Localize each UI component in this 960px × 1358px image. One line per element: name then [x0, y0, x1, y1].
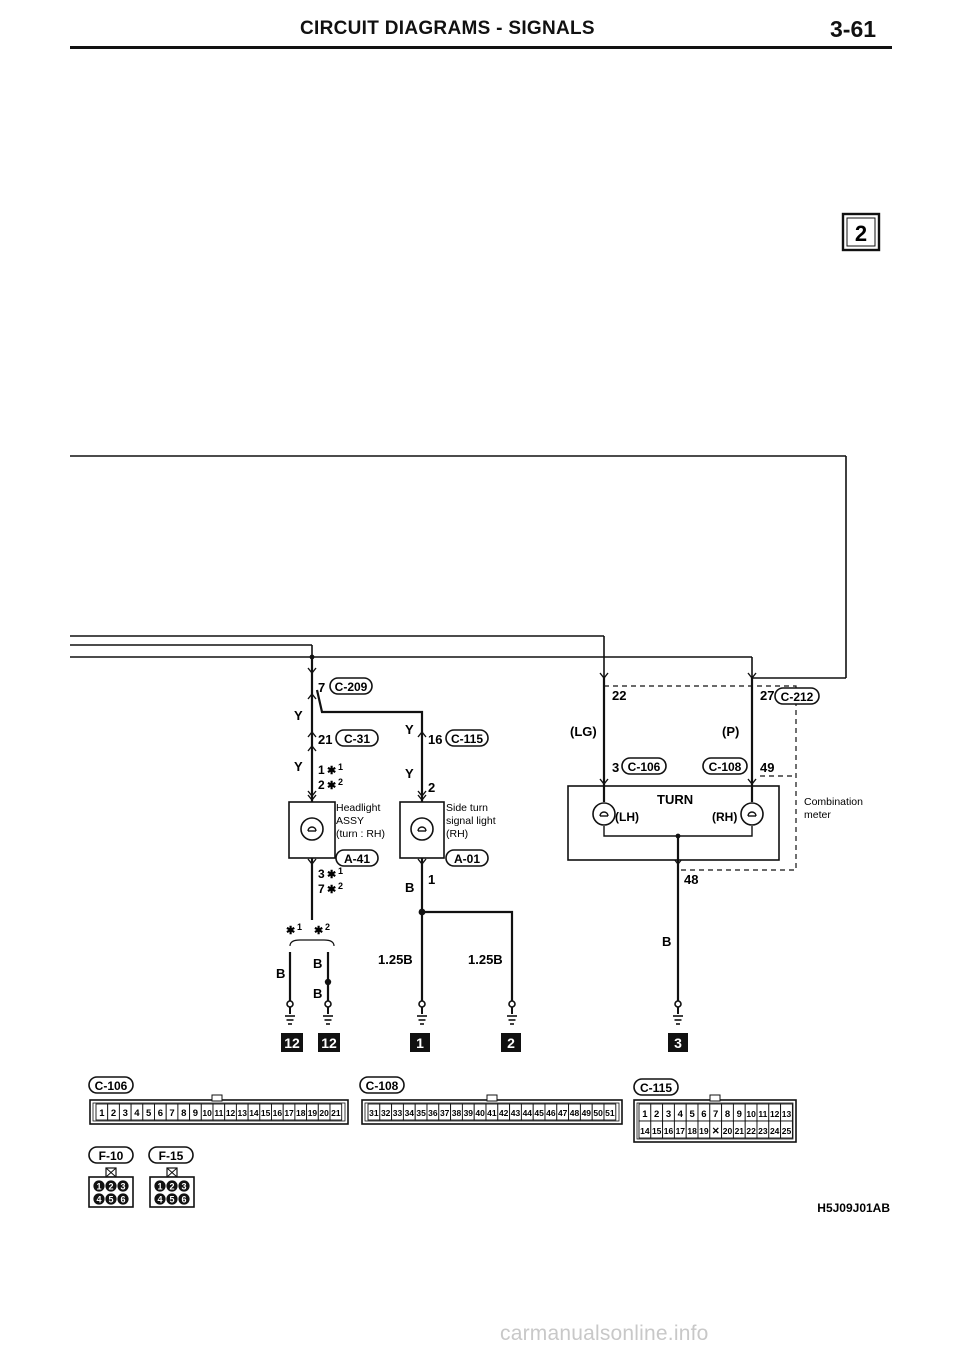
svg-text:B: B [313, 956, 323, 971]
turn-lh-indicator [593, 803, 615, 825]
connector-pin-label: 1 [642, 1109, 648, 1120]
connector-pin-label: 15 [651, 1126, 662, 1136]
connector-pin-label: 16 [272, 1108, 283, 1118]
connector-pin-label: 16 [663, 1126, 674, 1136]
connector-pin-label: 2 [110, 1108, 117, 1119]
connector-pin-label: 6 [701, 1109, 707, 1120]
connector-pin-label: 12 [769, 1109, 780, 1119]
drawing-code: H5J09J01AB [817, 1201, 890, 1215]
connector-pin-label: 6 [157, 1108, 163, 1119]
side-turn-label-2: signal light [446, 815, 496, 827]
ground-point-3 [668, 1033, 688, 1052]
svg-text:A-01: A-01 [453, 852, 481, 866]
svg-text:Y: Y [405, 722, 414, 737]
connector-label-c108-top [703, 758, 747, 774]
ground-symbols [285, 1001, 683, 1024]
svg-text:C-209: C-209 [334, 680, 368, 694]
connector-pin-label: 1 [96, 1181, 102, 1192]
svg-text:✱: ✱ [327, 869, 337, 881]
connector-pin-label: 46 [546, 1108, 556, 1118]
connector-pin-label: 7 [713, 1109, 719, 1120]
svg-text:F-15: F-15 [158, 1149, 184, 1163]
connector-pin-label: ✕ [711, 1126, 720, 1137]
svg-text:3: 3 [674, 1035, 682, 1051]
headlight-label-1: Headlight [336, 802, 381, 814]
pin-49: 49 [760, 760, 775, 775]
watermark: carmanualsonline.info [500, 1322, 709, 1345]
connector-pin-label: 39 [463, 1108, 474, 1118]
svg-text:C-212: C-212 [780, 690, 814, 704]
pin-48: 48 [684, 872, 699, 887]
connector-label-a01 [446, 850, 488, 866]
connector-pin-label: 47 [557, 1108, 568, 1118]
connector-pin-label: 31 [369, 1108, 379, 1118]
connector-pin-label: 36 [428, 1108, 438, 1118]
connector-pin-label: 18 [296, 1108, 306, 1118]
connector-pin-label: 1 [157, 1181, 163, 1192]
connector-pin-label: 6 [120, 1194, 126, 1205]
connector-pin-label: 14 [640, 1126, 650, 1136]
connector-pin-label: 17 [284, 1108, 294, 1118]
svg-text:✱: ✱ [327, 765, 337, 777]
svg-text:12: 12 [284, 1035, 300, 1051]
svg-text:Y: Y [405, 766, 414, 781]
connector-pin-label: 10 [746, 1109, 756, 1119]
connector-label-c106-top [622, 758, 666, 774]
connector-pin-label: 15 [260, 1108, 271, 1118]
svg-text:B: B [276, 966, 286, 981]
connector-pin-label: 9 [192, 1108, 199, 1119]
connector-pin-label: 5 [689, 1109, 695, 1120]
legend-label-c115 [634, 1079, 678, 1095]
svg-text:C-115: C-115 [639, 1081, 673, 1095]
connector-pin-label: 40 [475, 1108, 485, 1118]
section-box [843, 214, 879, 250]
connector-pin-label: 5 [169, 1194, 175, 1205]
pin-1: 1 [428, 872, 436, 887]
connector-pin-label: 42 [498, 1108, 509, 1118]
svg-text:2: 2 [507, 1035, 515, 1051]
svg-text:12: 12 [321, 1035, 337, 1051]
legend-label-c108 [360, 1077, 404, 1093]
svg-text:A-41: A-41 [343, 852, 371, 866]
connector-pin-label: 37 [439, 1108, 450, 1118]
connector-pin-label: 48 [569, 1108, 580, 1118]
svg-text:(LG): (LG) [570, 724, 597, 739]
svg-text:C-106: C-106 [94, 1079, 128, 1093]
splice-point [419, 909, 426, 916]
connector-label-a41 [336, 850, 378, 866]
svg-text:3: 3 [318, 867, 325, 881]
pin-7: 7 [318, 680, 326, 695]
rh-label: (RH) [712, 810, 738, 824]
svg-text:C-115: C-115 [450, 732, 484, 746]
ground-point-12b [318, 1033, 340, 1052]
svg-text:✱: ✱ [286, 925, 296, 937]
connector-pin-label: 17 [675, 1126, 686, 1136]
svg-text:1.25B: 1.25B [378, 952, 413, 967]
svg-text:B: B [313, 986, 323, 1001]
svg-text:✱: ✱ [327, 780, 337, 792]
connector-pin-label: 10 [202, 1108, 212, 1118]
pin-27: 27 [760, 688, 775, 703]
connector-pin-label: 51 [605, 1108, 615, 1118]
connector-pin-label: 41 [487, 1108, 497, 1118]
side-turn-signal-light [400, 802, 444, 858]
svg-text:B: B [405, 880, 415, 895]
connector-pin-label: 2 [654, 1109, 660, 1120]
section-number: 2 [854, 221, 868, 246]
svg-text:✱: ✱ [314, 925, 324, 937]
connector-label-c31 [336, 730, 378, 746]
headlight-assy [289, 802, 335, 858]
svg-text:2: 2 [318, 778, 325, 792]
svg-text:F-10: F-10 [98, 1149, 124, 1163]
svg-text:C-106: C-106 [627, 760, 661, 774]
connector-pin-label: 14 [249, 1108, 259, 1118]
connector-pin-label: 34 [404, 1108, 415, 1118]
connector-pin-label: 11 [758, 1109, 768, 1119]
connector-strip-c108 [362, 1095, 622, 1124]
turn-rh-indicator [741, 803, 763, 825]
svg-text:2: 2 [325, 922, 331, 932]
connector-pin-label: 21 [734, 1126, 745, 1136]
ground-point-1 [410, 1033, 430, 1052]
svg-text:1: 1 [338, 866, 344, 876]
connector-label-c212 [775, 688, 819, 704]
connector-pin-label: 4 [157, 1194, 163, 1205]
connector-label-c115-top [446, 730, 488, 746]
harness-lines [70, 456, 846, 678]
connector-pin-label: 2 [108, 1181, 114, 1192]
connector-pin-label: 38 [451, 1108, 462, 1118]
combination-meter [568, 676, 796, 1002]
pin-3: 3 [612, 760, 620, 775]
connector-pin-label: 32 [380, 1108, 391, 1118]
svg-text:7: 7 [318, 882, 325, 896]
connector-pin-label: 50 [593, 1108, 603, 1118]
combination-meter-label-2: meter [804, 809, 831, 821]
legend-label-c106 [89, 1077, 133, 1093]
connector-f15 [150, 1168, 194, 1207]
connector-f10 [89, 1168, 133, 1207]
svg-text:✱: ✱ [327, 884, 337, 896]
pin-16: 16 [428, 732, 443, 747]
headlight-label-3: (turn : RH) [336, 828, 386, 840]
connector-strip-c106 [90, 1095, 348, 1124]
side-turn-label-3: (RH) [446, 828, 469, 840]
connector-pin-label: 24 [769, 1126, 780, 1136]
page-number: 3-61 [830, 16, 877, 42]
connector-pin-label: 45 [534, 1108, 544, 1118]
svg-text:1: 1 [297, 922, 303, 932]
connector-pin-label: 12 [225, 1108, 236, 1118]
connector-pin-label: 4 [677, 1109, 683, 1120]
connector-pin-label: 35 [416, 1108, 426, 1118]
connector-pin-label: 5 [146, 1108, 152, 1119]
connector-pin-label: 21 [331, 1108, 341, 1118]
svg-text:C-108: C-108 [708, 760, 742, 774]
connector-pin-label: 49 [581, 1108, 592, 1118]
svg-text:1.25B: 1.25B [468, 952, 503, 967]
connector-pin-label: 25 [781, 1126, 792, 1136]
connector-pin-label: 11 [214, 1108, 224, 1118]
svg-text:1: 1 [416, 1035, 424, 1051]
legend-label-f10 [89, 1147, 133, 1163]
svg-text:Y: Y [294, 708, 303, 723]
connector-pin-label: 4 [134, 1108, 140, 1119]
connector-pin-label: 3 [665, 1109, 672, 1120]
pin-21: 21 [318, 732, 333, 747]
connector-pin-label: 3 [122, 1108, 128, 1119]
connector-pin-label: 20 [722, 1126, 733, 1136]
connector-label-c209 [330, 678, 372, 694]
pin-2: 2 [428, 780, 436, 795]
connector-pin-label: 44 [522, 1108, 533, 1118]
turn-label: TURN [657, 792, 694, 807]
svg-text:2: 2 [338, 881, 344, 891]
lh-label: (LH) [615, 810, 639, 824]
connector-pin-label: 43 [510, 1108, 521, 1118]
connector-strip-c115 [634, 1095, 796, 1142]
connector-pin-label: 1 [99, 1108, 105, 1119]
connector-pin-label: 13 [781, 1109, 792, 1119]
connector-pin-label: 6 [181, 1194, 187, 1205]
svg-text:1: 1 [338, 762, 344, 772]
connector-pin-label: 23 [758, 1126, 768, 1136]
svg-text:2: 2 [338, 777, 344, 787]
connector-pin-label: 3 [181, 1181, 187, 1192]
connector-pin-label: 3 [120, 1181, 126, 1192]
svg-text:C-31: C-31 [343, 732, 371, 746]
connector-pin-label: 5 [108, 1194, 114, 1205]
connector-pin-label: 33 [392, 1108, 403, 1118]
headlight-ground-split [286, 922, 334, 1002]
headlight-label-2: ASSY [336, 815, 365, 827]
svg-text:Y: Y [294, 759, 303, 774]
ground-point-12a [281, 1033, 303, 1052]
svg-text:B: B [662, 934, 672, 949]
connector-pin-label: 7 [169, 1108, 175, 1119]
legend-label-f15 [149, 1147, 193, 1163]
svg-text:(P): (P) [722, 724, 740, 739]
page-title: CIRCUIT DIAGRAMS - SIGNALS [300, 18, 595, 39]
connector-pin-label: 18 [687, 1126, 697, 1136]
svg-text:C-108: C-108 [365, 1079, 399, 1093]
connector-pin-label: 22 [746, 1126, 756, 1136]
connector-pin-label: 8 [181, 1108, 187, 1119]
connector-pin-label: 9 [736, 1109, 742, 1120]
side-turn-label-1: Side turn [446, 802, 489, 814]
connector-pin-label: 19 [699, 1126, 709, 1136]
connector-pin-label: 20 [319, 1108, 329, 1118]
connector-pin-label: 2 [169, 1181, 175, 1192]
connector-pin-label: 4 [96, 1194, 102, 1205]
connector-pin-label: 13 [237, 1108, 247, 1118]
ground-point-2 [501, 1033, 521, 1052]
connector-pin-label: 8 [724, 1109, 731, 1120]
pin-22: 22 [612, 688, 627, 703]
svg-text:1: 1 [318, 763, 325, 777]
combination-meter-label-1: Combination [804, 796, 863, 808]
connector-pin-label: 19 [307, 1108, 318, 1118]
